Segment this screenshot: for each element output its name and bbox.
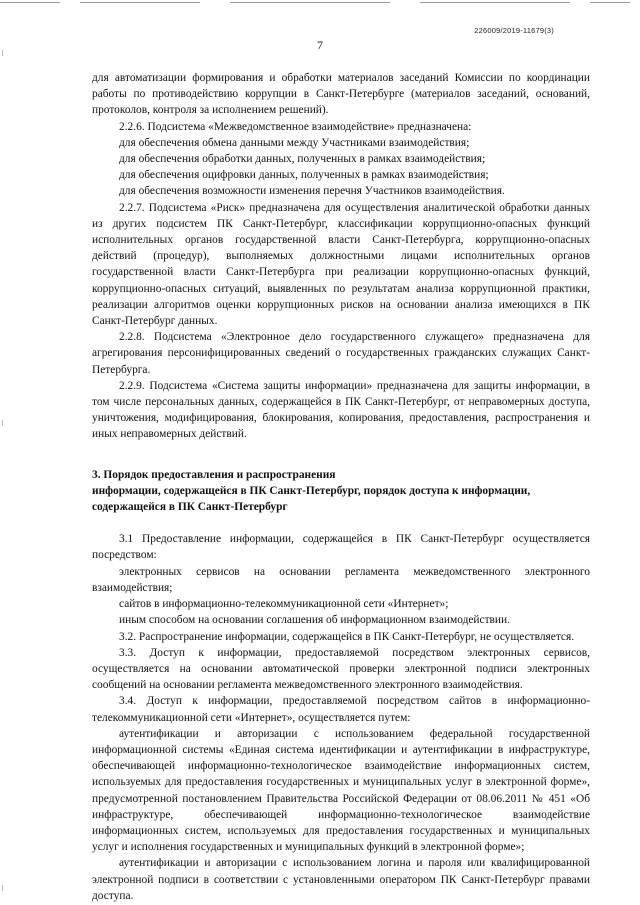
- paragraph: 2.2.8. Подсистема «Электронное дело государственного служащего» предназначена для агрегирования персонифицированных сведений о государственных гражданских служащих Санкт-Петербурга.: [92, 331, 590, 376]
- section-heading-line: содержащейся в ПК Санкт-Петербург: [92, 501, 288, 514]
- paragraph: сайтов в информационно-телекоммуникационной сети «Интернет»;: [119, 598, 449, 611]
- paragraph: иным способом на основании соглашения об информационном взаимодействии.: [119, 614, 510, 627]
- paragraph: электронных сервисов на основании регламента межведомственного электронного взаимодействия;: [92, 565, 590, 594]
- section-heading: [92, 467, 590, 516]
- page-number: 7: [317, 38, 323, 52]
- paragraph: 2.2.9. Подсистема «Система защиты информации» предназначена для защиты информации, в том числе персональных данных, содержащейся в ПК Санкт-Петербург, от неправомерных доступа, уничтожения, модифицирования, блокирования, копирования, предоставления, распространения и иных неправомерных действий.: [92, 379, 590, 441]
- top-edge-line: [590, 2, 630, 3]
- paragraph: для обеспечения возможности изменения перечня Участников взаимодействия.: [119, 185, 505, 198]
- paragraph: для обеспечения оцифровки данных, полученных в рамках взаимодействия;: [119, 169, 489, 182]
- document-id: 226009/2019-11679(3): [474, 26, 554, 35]
- paragraph: 3.2. Распространение информации, содержащейся в ПК Санкт-Петербург, не осуществляется.: [119, 630, 575, 643]
- top-edge-line: [80, 2, 200, 3]
- document-body: [92, 70, 590, 904]
- paragraph: для обеспечения обмена данными между Участниками взаимодействия;: [119, 136, 470, 149]
- paragraph: аутентификации и авторизации с использованием логина и пароля или квалифицированной электронной подписи в соответствии с установленными оператором ПК Санкт-Петербург правами доступа.: [92, 857, 590, 902]
- margin-mark: [2, 885, 3, 891]
- top-edge-line: [420, 2, 570, 3]
- section-heading-line: информации, содержащейся в ПК Санкт-Петербург, порядок доступа к информации,: [92, 484, 531, 497]
- paragraph: 3.4. Доступ к информации, предоставляемой посредством сайтов в информационно-телекоммуникационной сети «Интернет», осуществляется путем:: [92, 695, 590, 724]
- section-heading-line: 3. Порядок предоставления и распространения: [92, 468, 336, 481]
- margin-mark: [2, 420, 3, 426]
- paragraph: 3.1 Предоставление информации, содержащейся в ПК Санкт-Петербург осуществляется посредством:: [92, 533, 590, 562]
- top-edge-line: [230, 2, 390, 3]
- paragraph: 2.2.6. Подсистема «Межведомственное взаимодействие» предназначена:: [119, 120, 472, 133]
- paragraph: аутентификации и авторизации с использованием федеральной государственной информационной системы «Единая система идентификации и аутентификации в инфраструктуре, обеспечивающей информационно-технологическое взаимодействие информационных систем, используемых для предоставления государственных и муниципальных услуг в электронной форме», предусмотренной постановлением Правительства Российской Федерации от 08.06.2011 № 451 «Об инфраструктуре, обеспечивающей информационно-технологическое взаимодействие информационных систем, используемых для предоставления государственных и муниципальных услуг и исполнения государственных и муниципальных функций в электронной форме»;: [92, 727, 590, 854]
- paragraph: для обеспечения обработки данных, полученных в рамках взаимодействия;: [119, 153, 486, 166]
- paragraph: 3.3. Доступ к информации, предоставляемой посредством электронных сервисов, осуществляется на основании автоматической проверки электронной подписи электронных сообщений на основании регламента межведомственного электронного взаимодействия.: [92, 646, 590, 692]
- paragraph: 2.2.7. Подсистема «Риск» предназначена для осуществления аналитической обработки данных из других подсистем ПК Санкт-Петербург, классификации коррупционно-опасных функций исполнительных органов государственной власти Санкт-Петербурга, коррупционно-опасных действий (процедур), выполняемых должностными лицами исполнительных органов государственной власти Санкт-Петербурга при реализации коррупционно-опасных функций, коррупционно-опасных ситуаций, выявленных по результатам анализа коррупционной практики, реализации алгоритмов оценки коррупционных рисков на основании анализа имеющихся в ПК Санкт-Петербург данных.: [92, 201, 590, 328]
- paragraph: для автоматизации формирования и обработки материалов заседаний Комиссии по координации работы по противодействию коррупции в Санкт-Петербурге (материалов заседаний, оснований, протоколов, контроля за исполнением решений).: [92, 72, 590, 117]
- top-edge-line: [0, 2, 60, 3]
